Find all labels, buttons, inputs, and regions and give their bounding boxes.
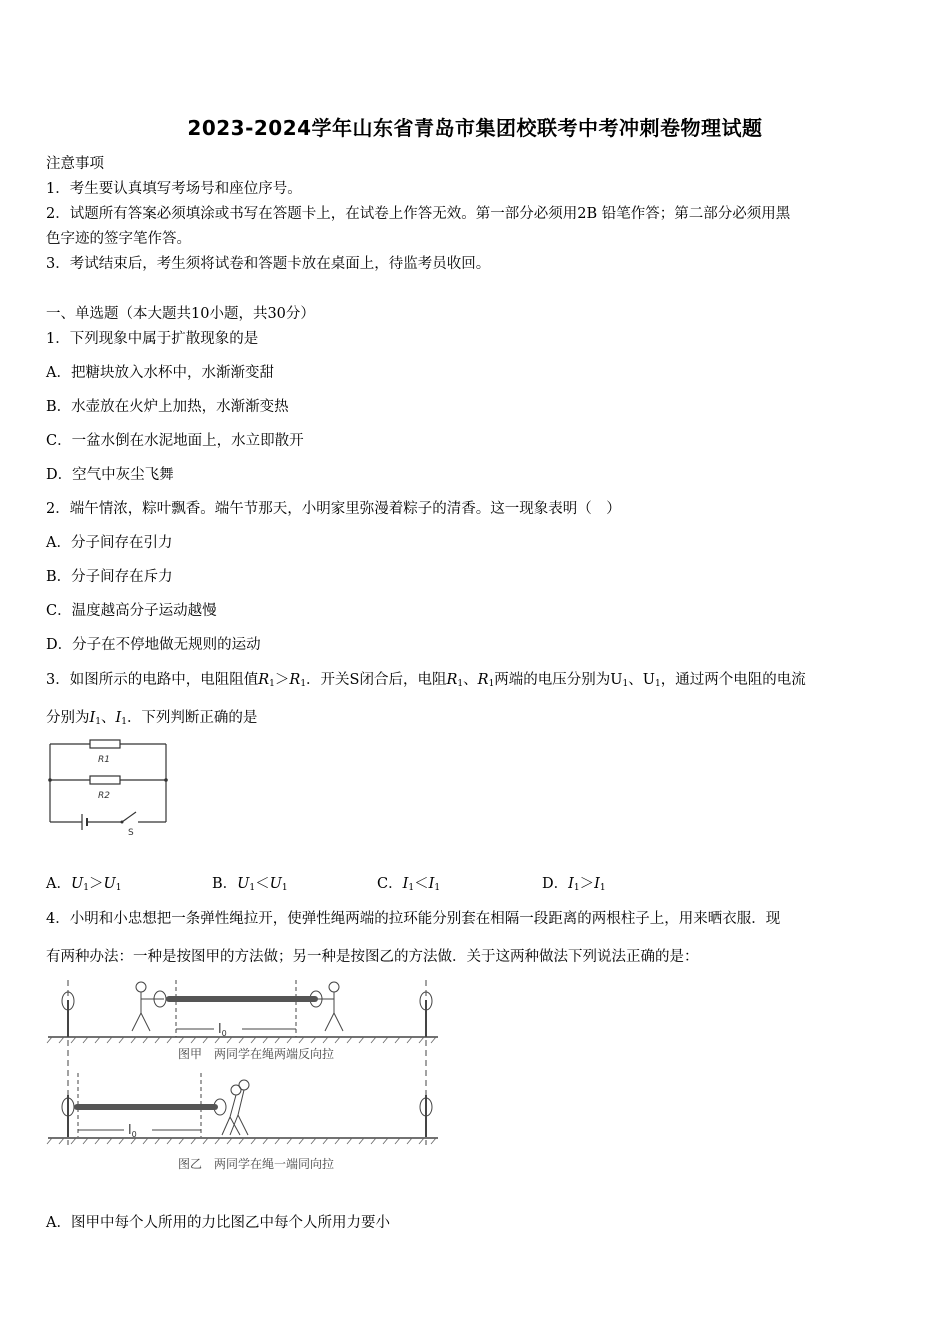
question-4-stem-line2: 有两种办法：一种是按图甲的方法做；另一种是按图乙的方法做．关于这两种做法下列说法正确的是： (46, 949, 699, 965)
length-label-b: $l_0$ (128, 1123, 137, 1139)
question-2-stem: 2．端午情浓，粽叶飘香。端午节那天，小明家里弥漫着粽子的清香。这一现象表明（ ） (46, 501, 621, 517)
notice-item: 色字迹的签字笔作答。 (46, 231, 191, 247)
question-4-stem-line1: 4．小明和小忠想把一条弹性绳拉开，使弹性绳两端的拉环能分别套在相隔一段距离的两根柱子上，用来晒衣服．现 (46, 911, 781, 927)
question-3-stem-line2: 分别为$I_1$、$I_1$．下列判断正确的是 (46, 710, 258, 727)
question-4-option-a: A．图甲中每个人所用的力比图乙中每个人所用力要小 (46, 1215, 390, 1231)
question-2-option: C．温度越高分子运动越慢 (46, 603, 217, 619)
length-label-a: $l_0$ (218, 1022, 227, 1038)
question-2-option: D．分子在不停地做无规则的运动 (46, 637, 261, 653)
page-title: 2023-2024学年山东省青岛市集团校联考中考冲刺卷物理试题 (187, 116, 763, 140)
question-3-option-c: C．$I_1<I_1$ (377, 876, 441, 893)
rope-figure (44, 975, 444, 1175)
notice-item: 1．考生要认真填写考场号和座位序号。 (46, 181, 302, 197)
question-1-stem: 1．下列现象中属于扩散现象的是 (46, 331, 259, 347)
question-2-option: A．分子间存在引力 (46, 535, 173, 551)
question-3-stem-line1: 3．如图所示的电路中，电阻阻值$R_1>R_1$．开关S闭合后，电阻$R_1$、$R_1$两端的电压分别为$U_1$、$U_1$，通过两个电阻的电流 (46, 672, 806, 689)
question-1-option: C．一盆水倒在水泥地面上，水立即散开 (46, 433, 304, 449)
label-r1: R1 (98, 755, 110, 765)
fig-a-caption: 图甲 两同学在绳两端反向拉 (178, 1047, 335, 1061)
question-3-option-d: D．$I_1>I_1$ (542, 876, 606, 893)
question-1-option: B．水壶放在火炉上加热，水渐渐变热 (46, 399, 289, 415)
section-heading: 一、单选题（本大题共10小题，共30分） (46, 306, 315, 322)
fig-b-caption: 图乙 两同学在绳一端同向拉 (178, 1157, 335, 1171)
label-switch: S (128, 828, 134, 838)
question-2-option: B．分子间存在斥力 (46, 569, 173, 585)
question-1-option: D．空气中灰尘飞舞 (46, 467, 174, 483)
notice-item: 3．考试结束后，考生须将试卷和答题卡放在桌面上，待监考员收回。 (46, 256, 491, 272)
question-3-option-a: A．$U_1>U_1$ (46, 876, 122, 893)
question-1-option: A．把糖块放入水杯中，水渐渐变甜 (46, 365, 274, 381)
label-r2: R2 (98, 791, 110, 801)
circuit-diagram (44, 738, 174, 838)
notice-item: 2．试题所有答案必须填涂或书写在答题卡上，在试卷上作答无效。第一部分必须用2B 铅笔作答；第二部分必须用黑 (46, 206, 791, 222)
notice-heading: 注意事项 (46, 156, 104, 172)
question-3-option-b: B．$U_1<U_1$ (212, 876, 288, 893)
